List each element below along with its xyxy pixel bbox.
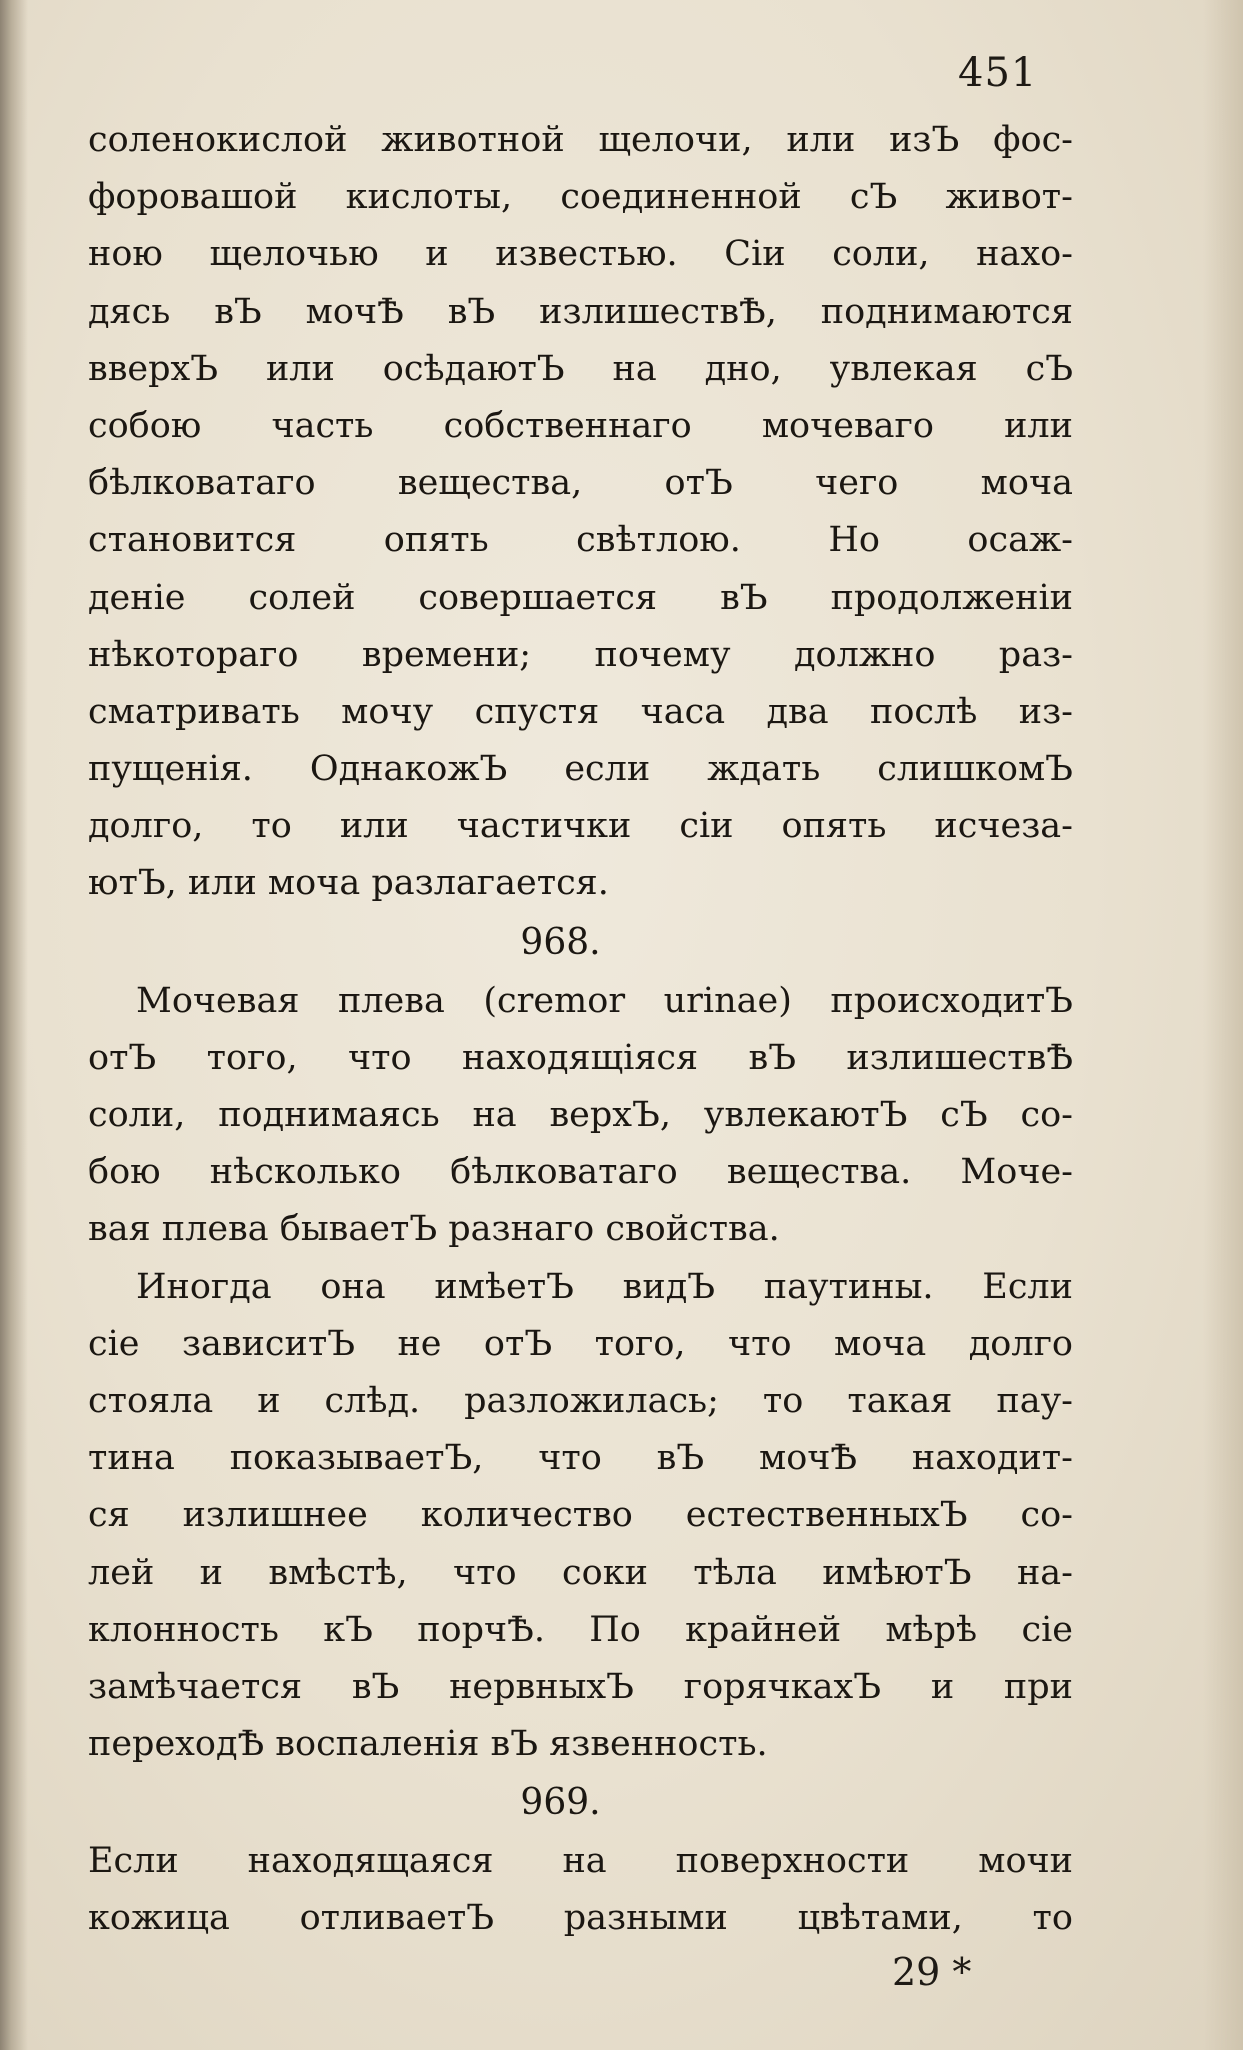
text-line: форовашой кислоты, соединенной сЪ живот- — [88, 177, 1073, 218]
signature-mark: 29 * — [892, 1950, 972, 1994]
text-line: деніе солей совершается вЪ продолженіи — [88, 577, 1073, 618]
text-line: ною щелочью и известью. Сіи соли, нахо- — [88, 234, 1073, 275]
text-line: становится опять свѣтлою. Но осаж- — [88, 520, 1073, 561]
paragraph — [88, 1833, 1073, 1947]
text-line: соленокислой животной щелочи, или изЪ фос- — [88, 120, 1073, 160]
text-line: соли, поднимаясь на верхЪ, увлекаютЪ сЪ со- — [88, 1095, 1073, 1135]
section-number: 969. — [520, 1782, 601, 1824]
text-line: замѣчается вЪ нервныхЪ горячкахЪ и при — [88, 1666, 1073, 1707]
section-number: 968. — [520, 921, 601, 963]
text-line: стояла и слѣд. разложилась; то такая пау- — [88, 1380, 1073, 1421]
text-line: тина показываетЪ, что вЪ мочѢ находит- — [88, 1438, 1073, 1479]
page-number: 451 — [958, 50, 1038, 96]
paragraph — [88, 973, 1073, 1259]
text-line: клонность кЪ порчѢ. По крайней мѣрѣ сіе — [88, 1609, 1073, 1650]
page-text — [88, 112, 1073, 1948]
text-line: переходѢ воспаленія вЪ язвенность. — [88, 1724, 768, 1765]
text-line: вверхЪ или осѣдаютЪ на дно, увлекая сЪ — [88, 348, 1073, 389]
text-line: отЪ того, что находящіяся вЪ излишествѢ — [88, 1037, 1073, 1078]
page-binding-shadow — [0, 0, 28, 2050]
text-line: сіе зависитЪ не отЪ того, что моча долго — [88, 1323, 1073, 1364]
text-line: кожица отливаетЪ разными цвѣтами, то — [88, 1898, 1073, 1939]
text-line: лей и вмѣстѣ, что соки тѣла имѣютЪ на- — [88, 1552, 1073, 1593]
text-line: бою нѣсколько бѣлковатаго вещества. Моче- — [88, 1152, 1073, 1193]
text-line: нѣкотораго времени; почему должно раз- — [88, 634, 1073, 675]
text-line: бѣлковатаго вещества, отЪ чего моча — [88, 463, 1073, 504]
text-line: вая плева бываетЪ разнаго свойства. — [88, 1209, 780, 1250]
page-edge-shadow — [1203, 0, 1243, 2050]
text-line: дясь вЪ мочѢ вЪ излишествѢ, поднимаются — [88, 291, 1073, 332]
text-line: Если находящаяся на поверхности мочи — [88, 1841, 1073, 1882]
text-line: Иногда она имѣетЪ видЪ паутины. Если — [136, 1266, 1073, 1307]
text-line: ся излишнее количество естественныхЪ со- — [88, 1495, 1073, 1536]
paragraph-continued — [88, 112, 1073, 913]
text-line: сматривать мочу спустя часа два послѣ из- — [88, 691, 1073, 732]
text-line: собою часть собственнаго мочеваго или — [88, 405, 1073, 446]
paragraph — [88, 1259, 1073, 1774]
text-line: пущенія. ОднакожЪ если ждать слишкомЪ — [88, 749, 1073, 790]
text-line: долго, то или частички сіи опять исчеза- — [88, 806, 1073, 847]
text-line: ютЪ, или моча разлагается. — [88, 863, 609, 904]
text-line: Мочевая плева (cremor urinae) происходитЪ — [136, 980, 1073, 1021]
